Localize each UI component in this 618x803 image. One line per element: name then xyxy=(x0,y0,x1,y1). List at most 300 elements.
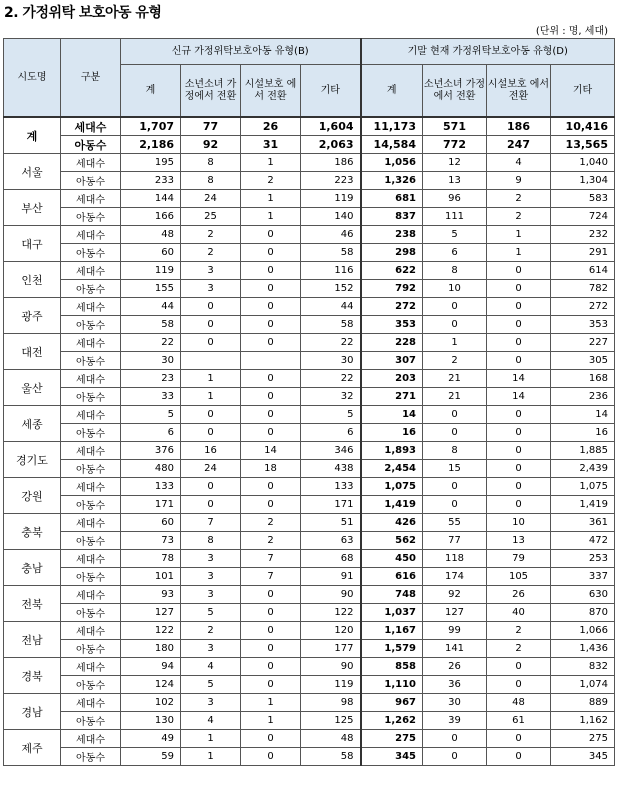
value-cell: 58 xyxy=(301,244,361,262)
value-cell: 79 xyxy=(487,550,551,568)
value-cell: 1 xyxy=(241,208,301,226)
value-cell: 6 xyxy=(423,244,487,262)
value-cell: 49 xyxy=(121,730,181,748)
value-cell: 271 xyxy=(361,388,423,406)
value-cell: 177 xyxy=(301,640,361,658)
value-cell: 8 xyxy=(181,172,241,190)
category-cell: 세대수 xyxy=(61,730,121,748)
value-cell: 1,885 xyxy=(551,442,615,460)
value-cell: 1,304 xyxy=(551,172,615,190)
value-cell: 111 xyxy=(423,208,487,226)
table-row xyxy=(4,460,615,478)
header-group-b: 신규 가정위탁보호아동 유형(B) xyxy=(121,39,361,65)
value-cell: 630 xyxy=(551,586,615,604)
value-cell: 748 xyxy=(361,586,423,604)
value-cell: 236 xyxy=(551,388,615,406)
category-cell: 세대수 xyxy=(61,154,121,172)
value-cell: 0 xyxy=(181,334,241,352)
value-cell: 60 xyxy=(121,514,181,532)
value-cell: 361 xyxy=(551,514,615,532)
value-cell: 1 xyxy=(181,748,241,766)
header-b-other: 기타 xyxy=(301,65,361,118)
value-cell: 0 xyxy=(423,730,487,748)
value-cell: 0 xyxy=(241,730,301,748)
category-cell: 세대수 xyxy=(61,298,121,316)
value-cell: 26 xyxy=(241,117,301,136)
value-cell: 59 xyxy=(121,748,181,766)
header-d-total: 계 xyxy=(361,65,423,118)
value-cell: 0 xyxy=(487,658,551,676)
value-cell: 1,707 xyxy=(121,117,181,136)
value-cell: 0 xyxy=(487,442,551,460)
value-cell: 122 xyxy=(301,604,361,622)
value-cell: 782 xyxy=(551,280,615,298)
value-cell: 2,186 xyxy=(121,136,181,154)
value-cell: 0 xyxy=(487,424,551,442)
header-b-youth-household: 소년소녀 가정에서 전환 xyxy=(181,65,241,118)
value-cell: 31 xyxy=(241,136,301,154)
category-cell: 세대수 xyxy=(61,406,121,424)
value-cell: 1,162 xyxy=(551,712,615,730)
value-cell: 32 xyxy=(301,388,361,406)
value-cell: 120 xyxy=(301,622,361,640)
category-cell: 세대수 xyxy=(61,190,121,208)
value-cell: 1,075 xyxy=(551,478,615,496)
value-cell: 46 xyxy=(301,226,361,244)
value-cell: 58 xyxy=(121,316,181,334)
value-cell: 0 xyxy=(181,406,241,424)
value-cell: 0 xyxy=(241,496,301,514)
value-cell: 0 xyxy=(423,298,487,316)
value-cell: 681 xyxy=(361,190,423,208)
value-cell xyxy=(241,352,301,370)
value-cell: 0 xyxy=(241,424,301,442)
region-cell: 대구 xyxy=(4,226,61,262)
value-cell: 0 xyxy=(487,478,551,496)
value-cell: 24 xyxy=(181,190,241,208)
table-row xyxy=(4,298,615,316)
region-cell: 전북 xyxy=(4,586,61,622)
value-cell: 0 xyxy=(241,370,301,388)
value-cell: 3 xyxy=(181,568,241,586)
category-cell: 세대수 xyxy=(61,658,121,676)
table-row xyxy=(4,316,615,334)
value-cell: 16 xyxy=(551,424,615,442)
value-cell xyxy=(181,352,241,370)
value-cell: 90 xyxy=(301,658,361,676)
value-cell: 171 xyxy=(301,496,361,514)
category-cell: 아동수 xyxy=(61,316,121,334)
value-cell: 77 xyxy=(181,117,241,136)
value-cell: 227 xyxy=(551,334,615,352)
value-cell: 298 xyxy=(361,244,423,262)
table-row xyxy=(4,730,615,748)
value-cell: 614 xyxy=(551,262,615,280)
value-cell: 307 xyxy=(361,352,423,370)
value-cell: 1,326 xyxy=(361,172,423,190)
table-row xyxy=(4,334,615,352)
value-cell: 39 xyxy=(423,712,487,730)
value-cell: 837 xyxy=(361,208,423,226)
value-cell: 5 xyxy=(181,604,241,622)
value-cell: 0 xyxy=(181,424,241,442)
value-cell: 127 xyxy=(121,604,181,622)
value-cell: 1,436 xyxy=(551,640,615,658)
value-cell: 133 xyxy=(121,478,181,496)
value-cell: 272 xyxy=(551,298,615,316)
value-cell: 1,167 xyxy=(361,622,423,640)
value-cell: 0 xyxy=(241,478,301,496)
value-cell: 14 xyxy=(487,370,551,388)
region-cell: 대전 xyxy=(4,334,61,370)
category-cell: 아동수 xyxy=(61,604,121,622)
header-d-facility: 시설보호 에서 전환 xyxy=(487,65,551,118)
value-cell: 73 xyxy=(121,532,181,550)
value-cell: 1,040 xyxy=(551,154,615,172)
value-cell: 0 xyxy=(241,406,301,424)
value-cell: 376 xyxy=(121,442,181,460)
value-cell: 426 xyxy=(361,514,423,532)
value-cell: 63 xyxy=(301,532,361,550)
value-cell: 10,416 xyxy=(551,117,615,136)
value-cell: 5 xyxy=(181,676,241,694)
value-cell: 1 xyxy=(181,388,241,406)
region-cell: 경북 xyxy=(4,658,61,694)
value-cell: 6 xyxy=(121,424,181,442)
value-cell: 58 xyxy=(301,316,361,334)
region-cell: 제주 xyxy=(4,730,61,766)
value-cell: 133 xyxy=(301,478,361,496)
value-cell: 0 xyxy=(487,298,551,316)
value-cell: 23 xyxy=(121,370,181,388)
value-cell: 102 xyxy=(121,694,181,712)
region-cell: 강원 xyxy=(4,478,61,514)
table-row xyxy=(4,712,615,730)
value-cell: 1 xyxy=(181,370,241,388)
table-row xyxy=(4,604,615,622)
value-cell: 3 xyxy=(181,640,241,658)
table-row xyxy=(4,424,615,442)
value-cell: 2 xyxy=(241,514,301,532)
category-cell: 아동수 xyxy=(61,388,121,406)
header-region: 시도명 xyxy=(4,39,61,118)
value-cell: 2 xyxy=(487,208,551,226)
value-cell: 870 xyxy=(551,604,615,622)
value-cell: 44 xyxy=(121,298,181,316)
value-cell: 141 xyxy=(423,640,487,658)
value-cell: 0 xyxy=(241,676,301,694)
value-cell: 1 xyxy=(241,190,301,208)
header-category: 구분 xyxy=(61,39,121,118)
page-title: 2. 가정위탁 보호아동 유형 xyxy=(4,5,162,21)
table-row xyxy=(4,388,615,406)
value-cell: 8 xyxy=(181,532,241,550)
value-cell: 305 xyxy=(551,352,615,370)
value-cell: 33 xyxy=(121,388,181,406)
category-cell: 아동수 xyxy=(61,352,121,370)
value-cell: 127 xyxy=(423,604,487,622)
value-cell: 13,565 xyxy=(551,136,615,154)
value-cell: 101 xyxy=(121,568,181,586)
value-cell: 180 xyxy=(121,640,181,658)
table-row xyxy=(4,262,615,280)
value-cell: 353 xyxy=(361,316,423,334)
value-cell: 353 xyxy=(551,316,615,334)
value-cell: 0 xyxy=(423,496,487,514)
value-cell: 0 xyxy=(241,388,301,406)
value-cell: 583 xyxy=(551,190,615,208)
value-cell: 0 xyxy=(487,406,551,424)
region-cell: 계 xyxy=(4,117,61,154)
table-row xyxy=(4,478,615,496)
value-cell: 562 xyxy=(361,532,423,550)
value-cell: 724 xyxy=(551,208,615,226)
table-row xyxy=(4,370,615,388)
value-cell: 1,066 xyxy=(551,622,615,640)
category-cell: 세대수 xyxy=(61,370,121,388)
value-cell: 291 xyxy=(551,244,615,262)
value-cell: 0 xyxy=(241,316,301,334)
value-cell: 10 xyxy=(423,280,487,298)
value-cell: 10 xyxy=(487,514,551,532)
table-row xyxy=(4,496,615,514)
region-cell: 서울 xyxy=(4,154,61,190)
value-cell: 0 xyxy=(423,406,487,424)
value-cell: 0 xyxy=(181,316,241,334)
value-cell: 233 xyxy=(121,172,181,190)
category-cell: 아동수 xyxy=(61,424,121,442)
value-cell: 4 xyxy=(181,658,241,676)
table-body xyxy=(4,117,615,766)
value-cell: 1,893 xyxy=(361,442,423,460)
value-cell: 186 xyxy=(301,154,361,172)
value-cell: 21 xyxy=(423,388,487,406)
table-row xyxy=(4,172,615,190)
table-row xyxy=(4,442,615,460)
value-cell: 0 xyxy=(241,298,301,316)
value-cell: 1,604 xyxy=(301,117,361,136)
foster-care-table xyxy=(3,38,615,766)
value-cell: 94 xyxy=(121,658,181,676)
value-cell: 8 xyxy=(423,442,487,460)
value-cell: 13 xyxy=(487,532,551,550)
value-cell: 144 xyxy=(121,190,181,208)
header-b-total: 계 xyxy=(121,65,181,118)
table-row xyxy=(4,154,615,172)
region-cell: 인천 xyxy=(4,262,61,298)
value-cell: 2,454 xyxy=(361,460,423,478)
table-row xyxy=(4,514,615,532)
category-cell: 아동수 xyxy=(61,712,121,730)
value-cell: 2,439 xyxy=(551,460,615,478)
value-cell: 0 xyxy=(241,244,301,262)
value-cell: 0 xyxy=(487,460,551,478)
value-cell: 30 xyxy=(121,352,181,370)
table-row xyxy=(4,658,615,676)
value-cell: 78 xyxy=(121,550,181,568)
value-cell: 3 xyxy=(181,586,241,604)
value-cell: 0 xyxy=(423,478,487,496)
value-cell: 13 xyxy=(423,172,487,190)
category-cell: 아동수 xyxy=(61,532,121,550)
value-cell: 40 xyxy=(487,604,551,622)
value-cell: 0 xyxy=(241,262,301,280)
table-row xyxy=(4,136,615,154)
value-cell: 0 xyxy=(487,748,551,766)
value-cell: 2 xyxy=(181,226,241,244)
value-cell: 0 xyxy=(487,316,551,334)
value-cell: 2 xyxy=(181,622,241,640)
region-cell: 부산 xyxy=(4,190,61,226)
value-cell: 2,063 xyxy=(301,136,361,154)
category-cell: 세대수 xyxy=(61,334,121,352)
value-cell: 58 xyxy=(301,748,361,766)
value-cell: 168 xyxy=(551,370,615,388)
header-group-d: 기말 현재 가정위탁보호아동 유형(D) xyxy=(361,39,615,65)
value-cell: 98 xyxy=(301,694,361,712)
table-row xyxy=(4,208,615,226)
value-cell: 44 xyxy=(301,298,361,316)
category-cell: 세대수 xyxy=(61,514,121,532)
header-b-facility: 시설보호 에서 전환 xyxy=(241,65,301,118)
value-cell: 48 xyxy=(487,694,551,712)
value-cell: 2 xyxy=(487,640,551,658)
value-cell: 616 xyxy=(361,568,423,586)
region-cell: 충북 xyxy=(4,514,61,550)
category-cell: 세대수 xyxy=(61,442,121,460)
value-cell: 0 xyxy=(241,334,301,352)
value-cell: 345 xyxy=(551,748,615,766)
table-row xyxy=(4,280,615,298)
region-cell: 전남 xyxy=(4,622,61,658)
value-cell: 30 xyxy=(423,694,487,712)
table-row xyxy=(4,244,615,262)
value-cell: 119 xyxy=(301,676,361,694)
value-cell: 1,075 xyxy=(361,478,423,496)
value-cell: 438 xyxy=(301,460,361,478)
category-cell: 세대수 xyxy=(61,622,121,640)
value-cell: 0 xyxy=(487,730,551,748)
value-cell: 5 xyxy=(423,226,487,244)
value-cell: 22 xyxy=(301,334,361,352)
table-row xyxy=(4,226,615,244)
value-cell: 272 xyxy=(361,298,423,316)
value-cell: 18 xyxy=(241,460,301,478)
value-cell: 140 xyxy=(301,208,361,226)
value-cell: 60 xyxy=(121,244,181,262)
value-cell: 22 xyxy=(121,334,181,352)
value-cell: 12 xyxy=(423,154,487,172)
value-cell: 2 xyxy=(423,352,487,370)
value-cell: 3 xyxy=(181,550,241,568)
category-cell: 아동수 xyxy=(61,208,121,226)
value-cell: 155 xyxy=(121,280,181,298)
value-cell: 92 xyxy=(423,586,487,604)
value-cell: 9 xyxy=(487,172,551,190)
value-cell: 967 xyxy=(361,694,423,712)
value-cell: 124 xyxy=(121,676,181,694)
value-cell: 48 xyxy=(121,226,181,244)
value-cell: 61 xyxy=(487,712,551,730)
value-cell: 14 xyxy=(551,406,615,424)
value-cell: 1,037 xyxy=(361,604,423,622)
value-cell: 93 xyxy=(121,586,181,604)
table-row xyxy=(4,117,615,136)
value-cell: 24 xyxy=(181,460,241,478)
category-cell: 세대수 xyxy=(61,550,121,568)
value-cell: 130 xyxy=(121,712,181,730)
value-cell: 119 xyxy=(301,190,361,208)
value-cell: 1,110 xyxy=(361,676,423,694)
value-cell: 1,419 xyxy=(361,496,423,514)
value-cell: 0 xyxy=(487,352,551,370)
value-cell: 0 xyxy=(241,604,301,622)
value-cell: 25 xyxy=(181,208,241,226)
value-cell: 16 xyxy=(181,442,241,460)
category-cell: 아동수 xyxy=(61,244,121,262)
header-d-youth-household: 소년소녀 가정에서 전환 xyxy=(423,65,487,118)
region-cell: 경기도 xyxy=(4,442,61,478)
category-cell: 아동수 xyxy=(61,568,121,586)
value-cell: 0 xyxy=(181,496,241,514)
value-cell: 48 xyxy=(301,730,361,748)
value-cell: 125 xyxy=(301,712,361,730)
value-cell: 2 xyxy=(181,244,241,262)
value-cell: 253 xyxy=(551,550,615,568)
table-row xyxy=(4,532,615,550)
value-cell: 14,584 xyxy=(361,136,423,154)
region-cell: 경남 xyxy=(4,694,61,730)
table-row xyxy=(4,406,615,424)
value-cell: 26 xyxy=(487,586,551,604)
value-cell: 247 xyxy=(487,136,551,154)
value-cell: 1 xyxy=(241,694,301,712)
value-cell: 232 xyxy=(551,226,615,244)
unit-note: (단위 : 명, 세대) xyxy=(535,26,608,37)
value-cell: 96 xyxy=(423,190,487,208)
value-cell: 77 xyxy=(423,532,487,550)
value-cell: 0 xyxy=(241,226,301,244)
value-cell: 0 xyxy=(487,334,551,352)
value-cell: 0 xyxy=(241,280,301,298)
category-cell: 아동수 xyxy=(61,280,121,298)
value-cell: 2 xyxy=(241,532,301,550)
category-cell: 아동수 xyxy=(61,460,121,478)
category-cell: 세대수 xyxy=(61,262,121,280)
table-row xyxy=(4,190,615,208)
value-cell: 11,173 xyxy=(361,117,423,136)
category-cell: 세대수 xyxy=(61,226,121,244)
header-d-other: 기타 xyxy=(551,65,615,118)
table-row xyxy=(4,622,615,640)
value-cell: 7 xyxy=(241,550,301,568)
value-cell: 6 xyxy=(301,424,361,442)
value-cell: 0 xyxy=(423,424,487,442)
value-cell: 7 xyxy=(181,514,241,532)
value-cell: 8 xyxy=(181,154,241,172)
table-row xyxy=(4,640,615,658)
value-cell: 3 xyxy=(181,694,241,712)
value-cell: 1 xyxy=(423,334,487,352)
category-cell: 아동수 xyxy=(61,748,121,766)
value-cell: 4 xyxy=(487,154,551,172)
value-cell: 166 xyxy=(121,208,181,226)
value-cell: 16 xyxy=(361,424,423,442)
category-cell: 세대수 xyxy=(61,117,121,136)
category-cell: 세대수 xyxy=(61,478,121,496)
value-cell: 1 xyxy=(241,154,301,172)
value-cell: 5 xyxy=(121,406,181,424)
